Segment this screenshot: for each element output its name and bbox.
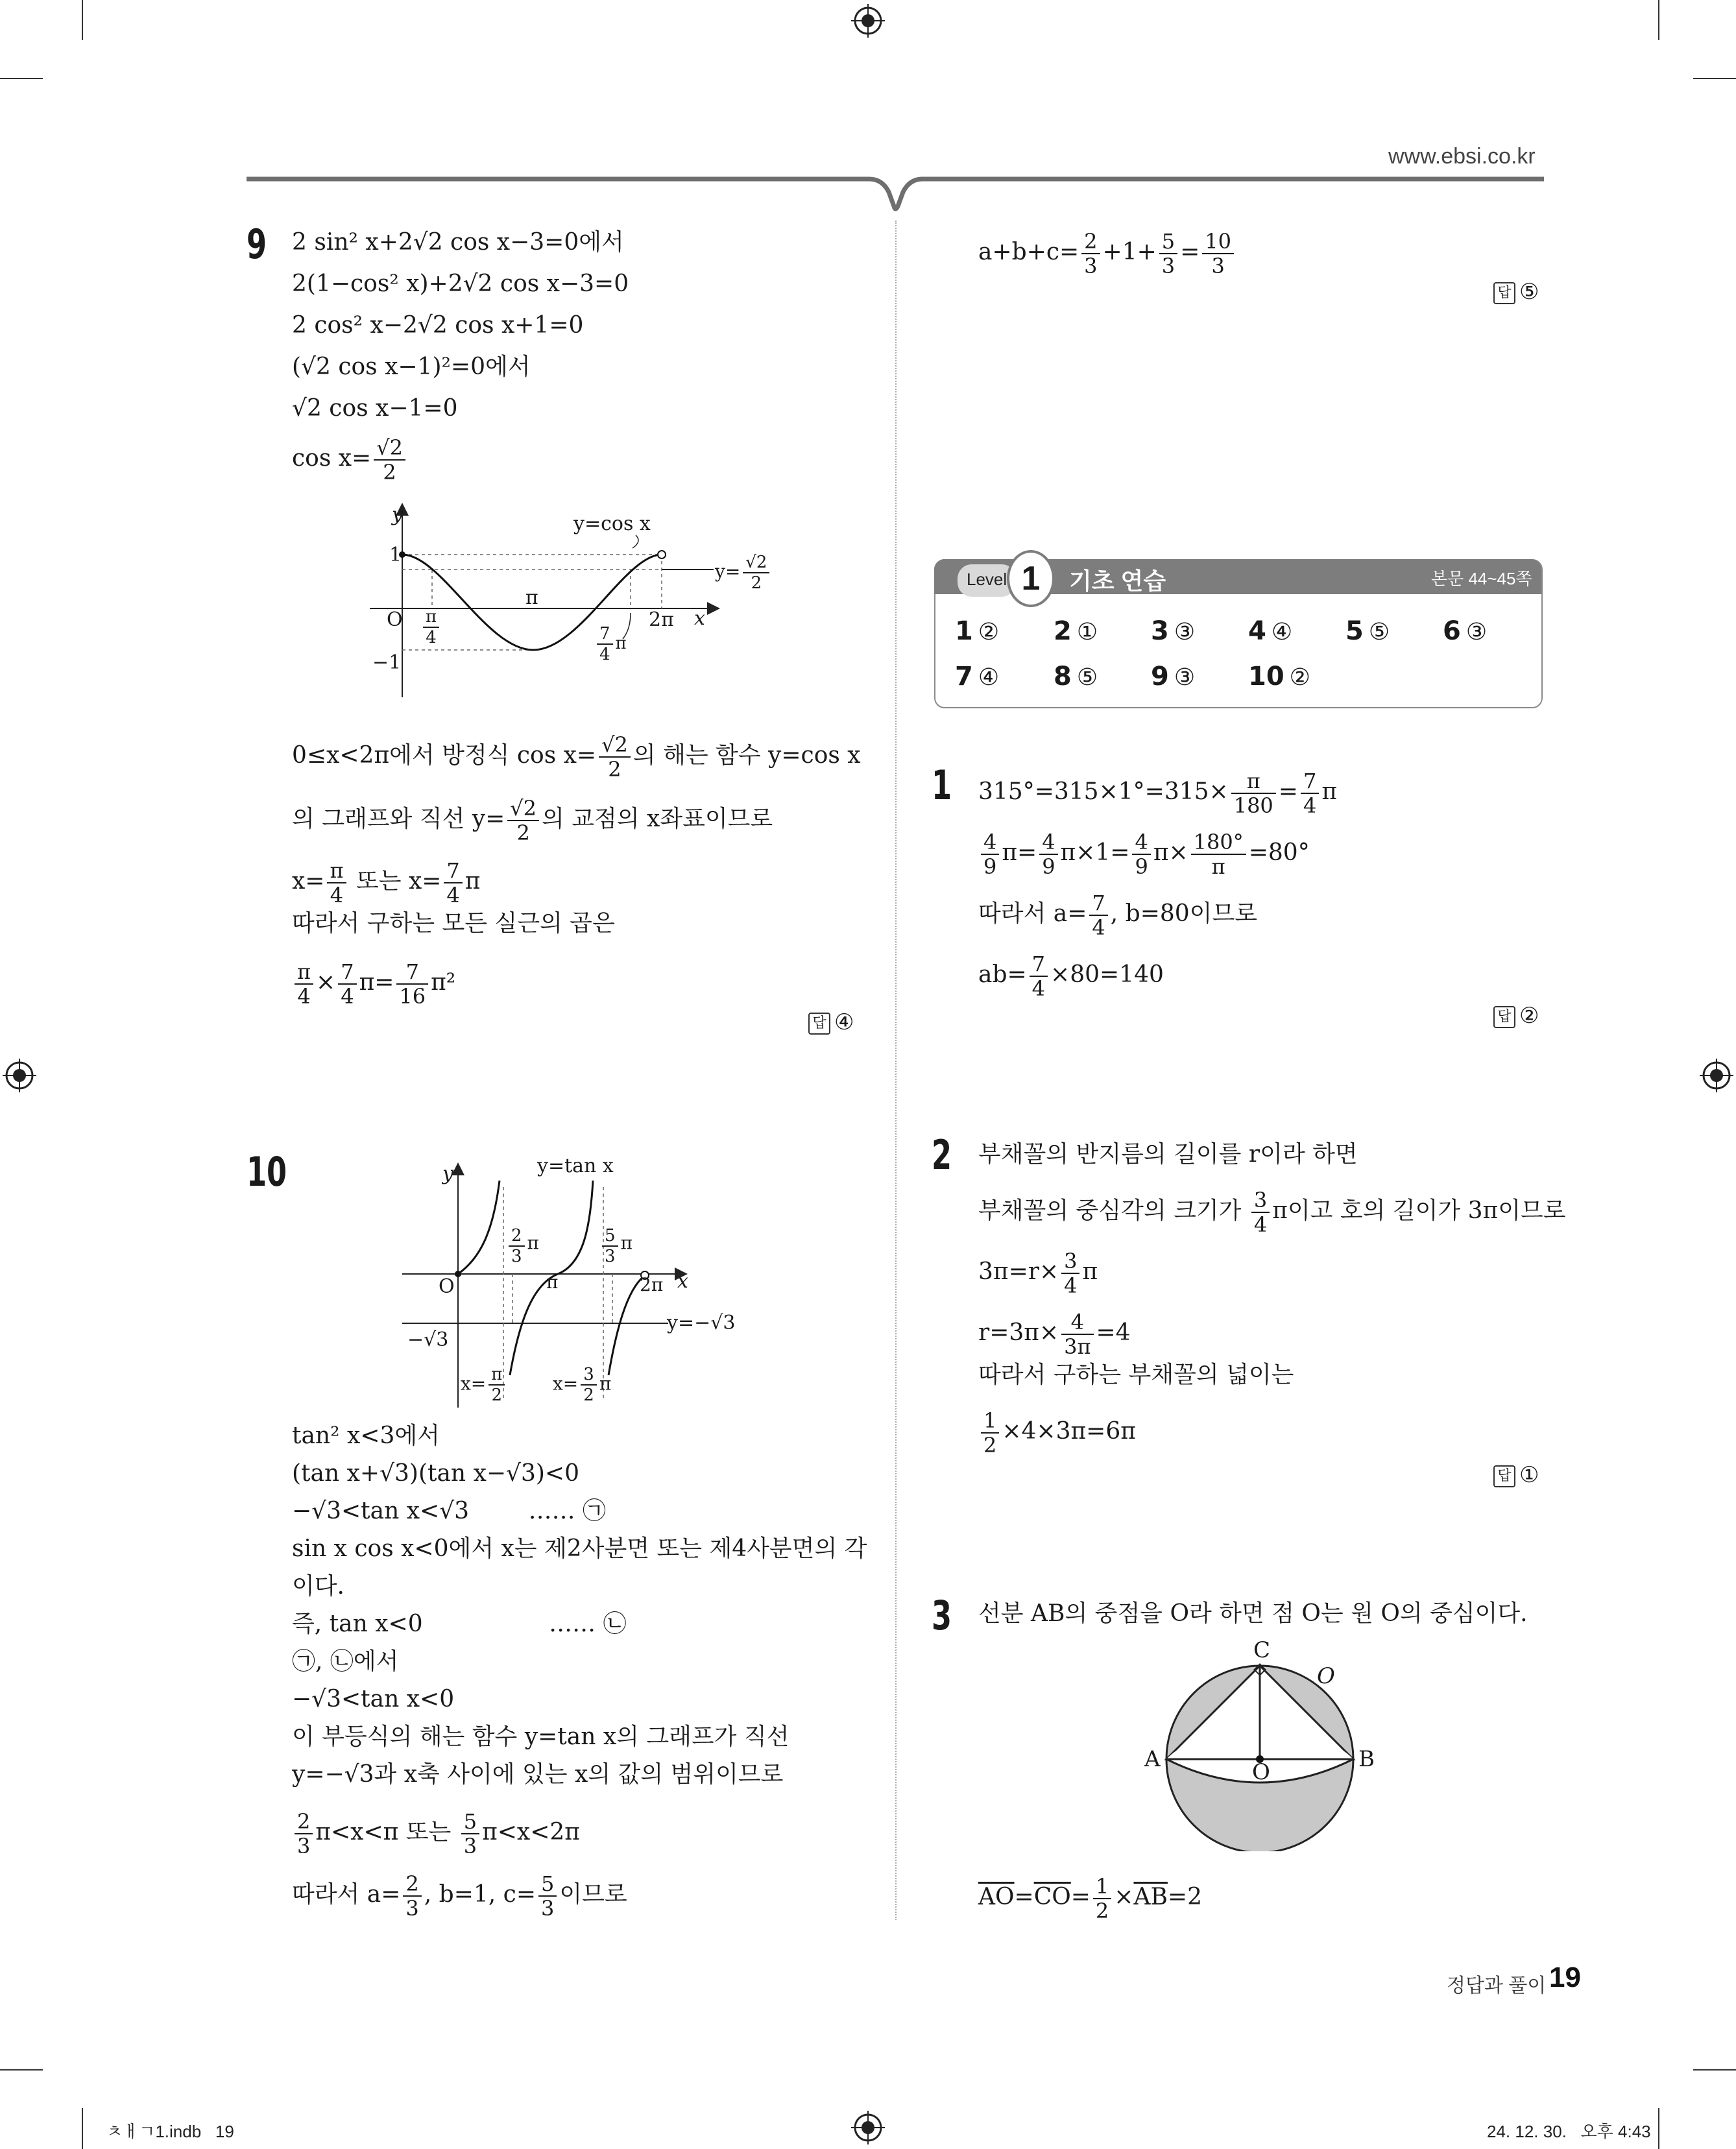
crop-mark (1693, 2069, 1736, 2071)
solution-line: ㉠, ㉡에서 (292, 1648, 399, 1675)
answer-item: 6 ③ (1443, 616, 1488, 646)
tick-label: −√3 (407, 1328, 449, 1351)
solution-line: tan² x<3에서 (292, 1423, 440, 1449)
solution-line: (√2 cos x−1)²=0에서 (292, 354, 531, 380)
solution-line: 3π=r× $\frac{3}{4}$ π (978, 1249, 1098, 1298)
page-number: 19 (1549, 1962, 1581, 1993)
answer-item: 4 ④ (1248, 616, 1293, 646)
tick-label: $\frac{7}{4}$ π (594, 624, 627, 664)
crop-mark (0, 78, 43, 79)
point-label: B (1358, 1746, 1375, 1772)
tick-label: 1 (389, 544, 402, 566)
solution-line: 따라서 구하는 모든 실근의 곱은 (292, 910, 615, 937)
solution-line: $\frac{2}{3}$ π<x<π 또는 $\frac{5}{3}$ π<x<2π (292, 1810, 580, 1858)
solution-line: −√3<tan x<0 (292, 1686, 455, 1712)
print-timestamp: 24. 12. 30. 오후 4:43 (1487, 2122, 1651, 2141)
answer-mark: 답 ④ (808, 1009, 854, 1035)
crop-mark (1693, 78, 1736, 79)
y-axis-label: y (392, 503, 403, 526)
problem-number: 10 (247, 1148, 287, 1195)
curve-label: y=cos x (573, 512, 651, 535)
tick-label: π (525, 586, 538, 609)
solution-line: 이 부등식의 해는 함수 y=tan x의 그래프가 직선 (292, 1723, 790, 1750)
problem-number: 2 (932, 1131, 952, 1179)
answer-item: 10 ② (1248, 662, 1310, 691)
solution-line: 2 sin² x+2√2 cos x−3=0에서 (292, 229, 624, 256)
answer-mark: 답 ② (1493, 1003, 1539, 1029)
y-axis-label: y (442, 1162, 453, 1185)
tick-label: $\frac{\pi}{4}$ (420, 607, 442, 647)
solution-line: 즉, tan x<0 …… ㉡ (292, 1611, 627, 1637)
solution-line: $\overline{AO}=\overline{CO}=$ $\frac{1}{2}$ $\times\overline{AB}=2$ (978, 1874, 1202, 1923)
asymptote-label: x= $\frac{\pi}{2}$ (461, 1365, 507, 1405)
tick-label: −1 (372, 651, 402, 674)
tick-label: π (546, 1271, 559, 1293)
registration-mark-icon (851, 2111, 885, 2144)
solution-line: 의 그래프와 직선 y= $\frac{√2}{2}$ 의 교점의 x좌표이므로 (292, 796, 773, 845)
answer-mark: 답 ① (1493, 1462, 1539, 1488)
answer-item: 5 ⑤ (1345, 616, 1390, 646)
solution-line: x= $\frac{\pi}{4}$ 또는 x= $\frac{7}{4}$ π (292, 858, 481, 907)
footer-section: 정답과 풀이 (1447, 1975, 1547, 1997)
tick-label: 2π (649, 608, 674, 631)
solution-line: a+b+c= $\frac{2}{3}$ +1+ $\frac{5}{3}$ = $\frac{10}{3}$ (978, 230, 1236, 278)
crop-mark (1658, 2108, 1659, 2149)
solution-line: 부채꼴의 반지름의 길이를 r이라 하면 (978, 1141, 1358, 1168)
answer-item: 2 ① (1054, 616, 1098, 646)
solution-line: 따라서 a= $\frac{2}{3}$ , b=1, c= $\frac{5}{3}$ 이므로 (292, 1871, 627, 1921)
point-label: O (1252, 1759, 1270, 1785)
line-label: y= $\frac{√2}{2}$ (715, 553, 772, 593)
solution-line: 부채꼴의 중심각의 크기가 $\frac{3}{4}$ π이고 호의 길이가 3π이므로 (978, 1188, 1566, 1237)
line-label: y=−√3 (667, 1312, 736, 1334)
solution-line: $\frac{4}{9}$ π= $\frac{4}{9}$ π×1= $\frac{4}{9}$ π× $\frac{180^\circ}{\pi}$ =80° (978, 830, 1310, 878)
crop-mark (0, 2069, 43, 2071)
solution-line: 선분 AB의 중점을 O라 하면 점 O는 원 O의 중심이다. (978, 1600, 1528, 1627)
solution-line: (tan x+√3)(tan x−√3)<0 (292, 1460, 579, 1487)
solution-line: $\frac{1}{2}$ ×4×3π=6π (978, 1409, 1136, 1457)
solution-line: sin x cos x<0에서 x는 제2사분면 또는 제4사분면의 각 (292, 1535, 867, 1562)
level-label: Level (958, 564, 1016, 597)
tick-label: 2π (640, 1274, 664, 1295)
point-label: C (1253, 1637, 1271, 1663)
answer-item: 8 ⑤ (1054, 662, 1098, 691)
solution-line: 이다. (292, 1573, 344, 1600)
problem-number: 1 (932, 762, 952, 809)
crop-mark (82, 0, 83, 40)
answer-item: 1 ② (955, 616, 1000, 646)
registration-mark-icon (851, 4, 885, 38)
solution-line: r=3π× $\frac{4}{3\pi}$ =4 (978, 1310, 1131, 1359)
solution-line: 0≤x<2π에서 방정식 cos x= $\frac{√2}{2}$ 의 해는 함수 y=cos x (292, 732, 861, 782)
point-label: A (1144, 1746, 1161, 1772)
problem-number: 9 (247, 221, 267, 268)
header-rule (247, 174, 1544, 219)
header-url: www.ebsi.co.kr (1388, 144, 1536, 169)
solution-line: ab= $\frac{7}{4}$ ×80=140 (978, 952, 1164, 1001)
level-number: 1 (1007, 550, 1055, 607)
level-pages: 본문 44~45쪽 (1431, 569, 1532, 588)
x-axis-label: x (677, 1270, 688, 1293)
circle-figure (1161, 1644, 1369, 1851)
tick-label: $\frac{5}{3}$ π (599, 1226, 633, 1266)
solution-line: 따라서 a= $\frac{7}{4}$ , b=80이므로 (978, 891, 1257, 940)
solution-line: 2(1−cos² x)+2√2 cos x−3=0 (292, 270, 629, 297)
origin-label: O (387, 608, 403, 631)
column-divider (895, 221, 898, 1920)
tick-label: $\frac{2}{3}$ π (506, 1226, 539, 1266)
registration-mark-icon (1700, 1059, 1733, 1092)
answer-item: 9 ③ (1151, 662, 1196, 691)
answer-mark: 답 ⑤ (1493, 279, 1539, 305)
solution-line: √2 cos x−1=0 (292, 395, 458, 422)
solution-line: cos x= $\frac{√2}{2}$ (292, 436, 408, 484)
circle-label: O (1317, 1663, 1335, 1689)
crop-mark (1658, 0, 1659, 40)
solution-line: −√3<tan x<√3 …… ㉠ (292, 1498, 607, 1524)
registration-mark-icon (3, 1059, 36, 1092)
level-title: 기초 연습 (1069, 568, 1166, 594)
curve-label: y=tan x (537, 1155, 614, 1177)
answer-item: 7 ④ (955, 662, 1000, 691)
solution-line: 315°=315×1°=315× $\frac{\pi}{180}$ = $\frac{7}{4}$ π (978, 769, 1337, 818)
file-info: ㅊㅐㄱ1.indb 19 (106, 2122, 234, 2141)
origin-label: O (439, 1275, 455, 1298)
x-axis-label: x (694, 607, 705, 630)
crop-mark (82, 2108, 83, 2149)
solution-line: y=−√3과 x축 사이에 있는 x의 값의 범위이므로 (292, 1761, 784, 1788)
answer-item: 3 ③ (1151, 616, 1196, 646)
solution-line: 2 cos² x−2√2 cos x+1=0 (292, 312, 584, 339)
problem-number: 3 (932, 1592, 952, 1639)
solution-line: 따라서 구하는 부채꼴의 넓이는 (978, 1362, 1294, 1388)
solution-line: $\frac{\pi}{4}$ × $\frac{7}{4}$ π= $\frac{7}{16}$ π² (292, 960, 455, 1008)
asymptote-label: x= $\frac{3}{2}$ π (553, 1365, 612, 1405)
